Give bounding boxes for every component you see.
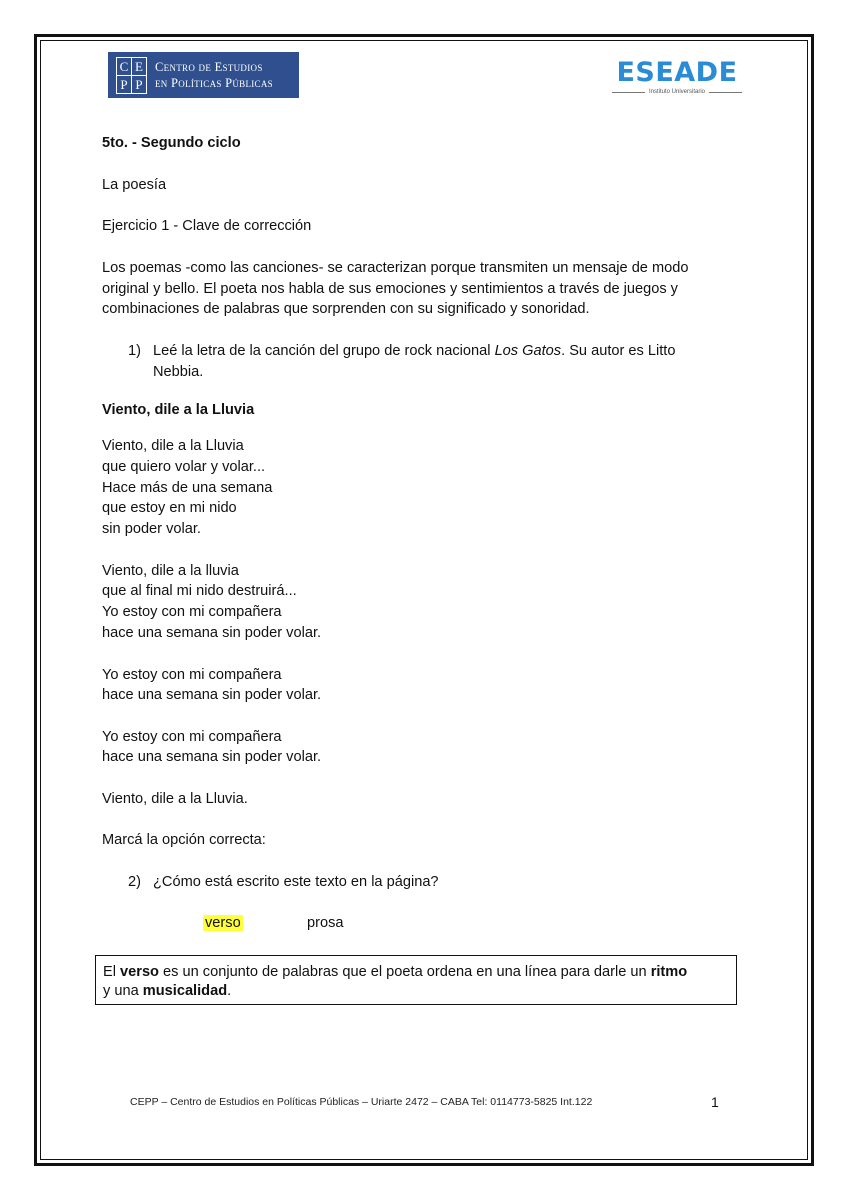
cepp-monogram	[116, 57, 147, 94]
instruction: Marcá la opción correcta:	[102, 832, 266, 848]
eseade-subtitle	[612, 89, 742, 95]
definition-term-ritmo: ritmo	[650, 964, 688, 980]
verse-line: Viento, dile a la Lluvia	[102, 438, 244, 454]
item1-line2: Nebbia.	[153, 364, 204, 380]
cepp-letter: P	[132, 76, 146, 93]
cepp-letter: P	[117, 76, 131, 93]
item-number: 2)	[128, 874, 141, 890]
exercise-title: Ejercicio 1 - Clave de corrección	[102, 218, 312, 234]
option-verso	[203, 913, 243, 934]
verse-line: hace una semana sin poder volar.	[102, 749, 322, 765]
option-prosa: prosa	[307, 915, 344, 931]
verse-line: que al final mi nido destruirá...	[102, 583, 297, 599]
verse-line: sin poder volar.	[102, 521, 201, 537]
song-title: Viento, dile a la Lluvia	[102, 402, 255, 418]
eseade-wordmark: ESEADE	[616, 57, 738, 88]
intro-line: combinaciones de palabras que sorprenden con su significado y sonoridad.	[102, 301, 590, 317]
eseade-logo	[612, 58, 742, 95]
verse-line: hace una semana sin poder volar.	[102, 625, 322, 641]
intro-line: original y bello. El poeta nos habla de sus emociones y sentimientos a través de juegos y	[102, 281, 678, 297]
definition-text: es un conjunto de palabras que el poeta ordena en una línea para darle un	[158, 964, 651, 980]
definition-text: .	[227, 982, 232, 999]
item1-text-a: Leé la letra de la canción del grupo de rock nacional	[153, 343, 495, 359]
cepp-logo	[108, 52, 299, 98]
item-number: 1)	[128, 343, 141, 359]
eseade-subtitle-text: Instituto Universitario	[648, 89, 706, 95]
verse-line: que estoy en mi nido	[102, 500, 237, 516]
intro-line: Los poemas -como las canciones- se caracterizan porque transmiten un mensaje de modo	[102, 260, 689, 276]
verse-line: Yo estoy con mi compañera	[102, 604, 282, 620]
verse-line: Hace más de una semana	[102, 480, 273, 496]
verse-line: Yo estoy con mi compañera	[102, 729, 282, 745]
option-verso-highlight: verso	[205, 915, 241, 931]
definition-line1	[103, 963, 729, 982]
cepp-name-line1: Centro de Estudios	[155, 60, 263, 74]
definition-box	[95, 955, 737, 1005]
definition-text: El	[103, 964, 121, 980]
band-name: Los Gatos	[494, 343, 562, 359]
cepp-name-line2: en Políticas Públicas	[155, 76, 273, 90]
verse-line: que quiero volar y volar...	[102, 459, 266, 475]
definition-text: y una	[103, 982, 143, 999]
item2-question: ¿Cómo está escrito este texto en la página?	[153, 874, 439, 890]
cepp-letter: E	[132, 58, 146, 75]
page-number: 1	[711, 1094, 719, 1110]
definition-term-verso: verso	[120, 964, 159, 980]
cepp-name	[155, 59, 273, 91]
verse-line: Yo estoy con mi compañera	[102, 667, 282, 683]
definition-term-musicalidad: musicalidad	[142, 982, 228, 999]
cepp-letter: C	[117, 58, 131, 75]
footer-text: CEPP – Centro de Estudios en Políticas Públicas – Uriarte 2472 – CABA Tel: 0114773-5825 Int.122	[130, 1096, 593, 1108]
verse-line: Viento, dile a la lluvia	[102, 563, 239, 579]
item1-text	[153, 341, 675, 362]
topic: La poesía	[102, 177, 167, 193]
verse-line: Viento, dile a la Lluvia.	[102, 791, 248, 807]
verse-line: hace una semana sin poder volar.	[102, 687, 322, 703]
definition-line2	[103, 982, 729, 1001]
heading: 5to. - Segundo ciclo	[102, 135, 241, 151]
item1-text-b: . Su autor es Litto	[561, 343, 676, 359]
